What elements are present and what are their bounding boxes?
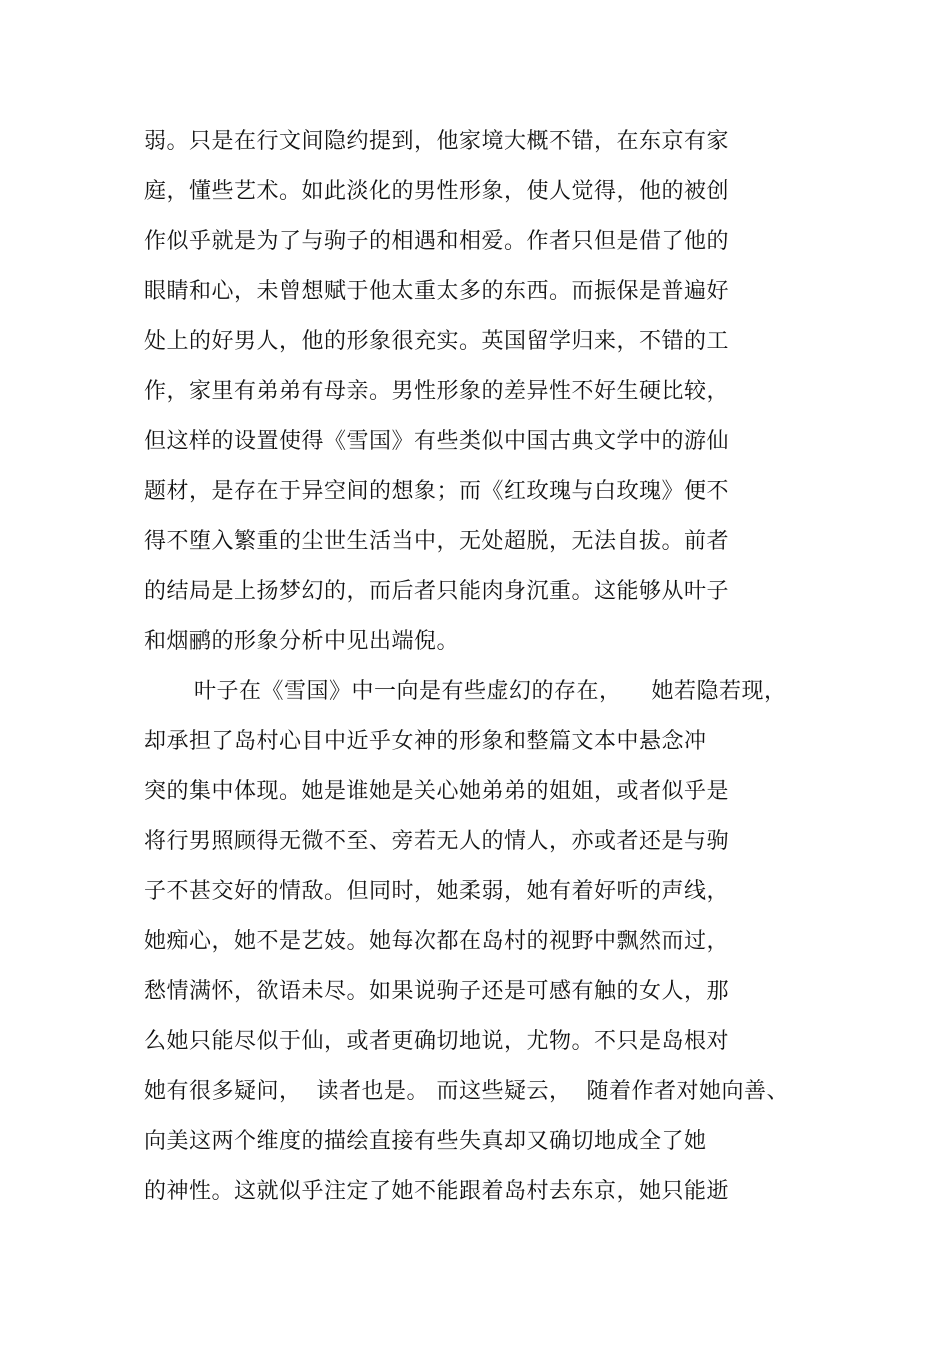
text-line-12: 叶子在《雪国》中一向是有些虚幻的存在， 她若隐若现， (194, 679, 787, 704)
text-line-3: 作似乎就是为了与驹子的相遇和相爱。作者只但是借了他的 (144, 229, 730, 254)
text-line-19: 么她只能尽似于仙，或者更确切地说，尤物。不只是岛根对 (144, 1029, 730, 1054)
text-line-22: 的神性。这就似乎注定了她不能跟着岛村去东京，她只能逝 (144, 1179, 730, 1204)
text-line-10: 的结局是上扬梦幻的，而后者只能肉身沉重。这能够从叶子 (144, 579, 730, 604)
text-line-2: 庭，懂些艺术。如此淡化的男性形象，使人觉得，他的被创 (144, 179, 730, 204)
text-line-15: 将行男照顾得无微不至、旁若无人的情人，亦或者还是与驹 (144, 829, 730, 854)
text-line-7: 但这样的设置使得《雪国》有些类似中国古典文学中的游仙 (144, 429, 730, 454)
text-line-1: 弱。只是在行文间隐约提到，他家境大概不错，在东京有家 (144, 129, 730, 154)
text-line-18: 愁情满怀，欲语未尽。如果说驹子还是可感有触的女人，那 (144, 979, 730, 1004)
text-line-17: 她痴心，她不是艺妓。她每次都在岛村的视野中飘然而过， (144, 929, 730, 954)
text-line-20: 她有很多疑问， 读者也是。 而这些疑云， 随着作者对她向善、 (144, 1079, 789, 1104)
text-line-14: 突的集中体现。她是谁她是关心她弟弟的姐姐，或者似乎是 (144, 779, 730, 804)
text-line-9: 得不堕入繁重的尘世生活当中，无处超脱，无法自拔。前者 (144, 529, 730, 554)
text-line-8: 题材，是存在于异空间的想象；而《红玫瑰与白玫瑰》便不 (144, 479, 730, 504)
text-line-13: 却承担了岛村心目中近乎女神的形象和整篇文本中悬念冲 (144, 729, 707, 754)
text-line-5: 处上的好男人，他的形象很充实。英国留学归来，不错的工 (144, 329, 730, 354)
text-line-4: 眼睛和心，未曾想赋于他太重太多的东西。而振保是普遍好 (144, 279, 730, 304)
text-line-11: 和烟鹂的形象分析中见出端倪。 (144, 629, 460, 654)
text-line-6: 作，家里有弟弟有母亲。男性形象的差异性不好生硬比较， (144, 379, 730, 404)
text-line-21: 向美这两个维度的描绘直接有些失真却又确切地成全了她 (144, 1129, 707, 1154)
text-line-16: 子不甚交好的情敌。但同时，她柔弱，她有着好听的声线， (144, 879, 730, 904)
